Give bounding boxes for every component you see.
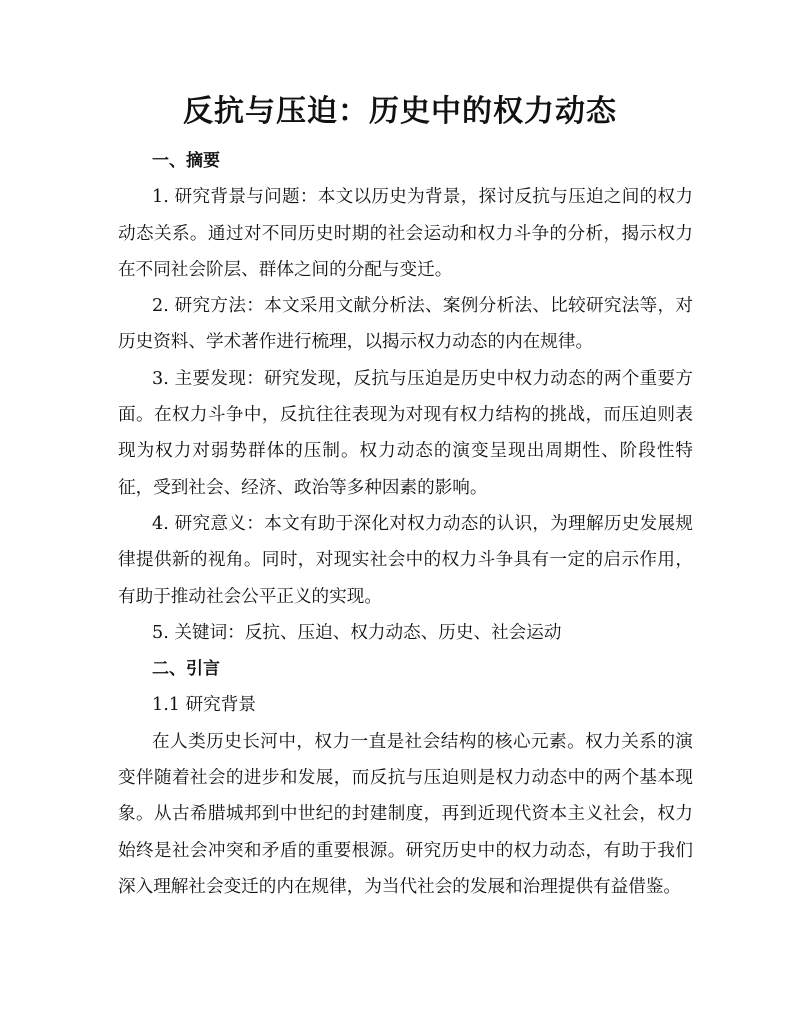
document-body bbox=[118, 143, 693, 905]
abstract-item-significance: 4. 研究意义：本文有助于深化对权力动态的认识，为理解历史发展规律提供新的视角。同时，对现实社会中的权力斗争具有一定的启示作用，有助于推动社会公平正义的实现。 bbox=[118, 513, 693, 607]
abstract-item-findings: 3. 主要发现：研究发现，反抗与压迫是历史中权力动态的两个重要方面。在权力斗争中，反抗往往表现为对现有权力结构的挑战，而压迫则表现为权力对弱势群体的压制。权力动态的演变呈现出周期性、阶段性特征，受到社会、经济、政治等多种因素的影响。 bbox=[118, 368, 693, 498]
document-title: 反抗与压迫：历史中的权力动态 bbox=[183, 94, 617, 129]
section-heading-introduction: 二、引言 bbox=[152, 659, 220, 680]
abstract-item-keywords: 5. 关键词：反抗、压迫、权力动态、历史、社会运动 bbox=[152, 622, 562, 643]
introduction-paragraph: 在人类历史长河中，权力一直是社会结构的核心元素。权力关系的演变伴随着社会的进步和发展，而反抗与压迫则是权力动态中的两个基本现象。从古希腊城邦到中世纪的封建制度，再到近现代资本主义社会，权力始终是社会冲突和矛盾的重要根源。研究历史中的权力动态，有助于我们深入理解社会变迁的内在规律，为当代社会的发展和治理提供有益借鉴。 bbox=[118, 731, 693, 897]
abstract-item-methods: 2. 研究方法：本文采用文献分析法、案例分析法、比较研究法等，对历史资料、学术著作进行梳理，以揭示权力动态的内在规律。 bbox=[118, 296, 693, 353]
abstract-item-background: 1. 研究背景与问题：本文以历史为背景，探讨反抗与压迫之间的权力动态关系。通过对不同历史时期的社会运动和权力斗争的分析，揭示权力在不同社会阶层、群体之间的分配与变迁。 bbox=[118, 187, 693, 280]
subsection-heading-background: 1.1 研究背景 bbox=[152, 695, 256, 716]
section-heading-abstract: 一、摘要 bbox=[152, 151, 220, 171]
